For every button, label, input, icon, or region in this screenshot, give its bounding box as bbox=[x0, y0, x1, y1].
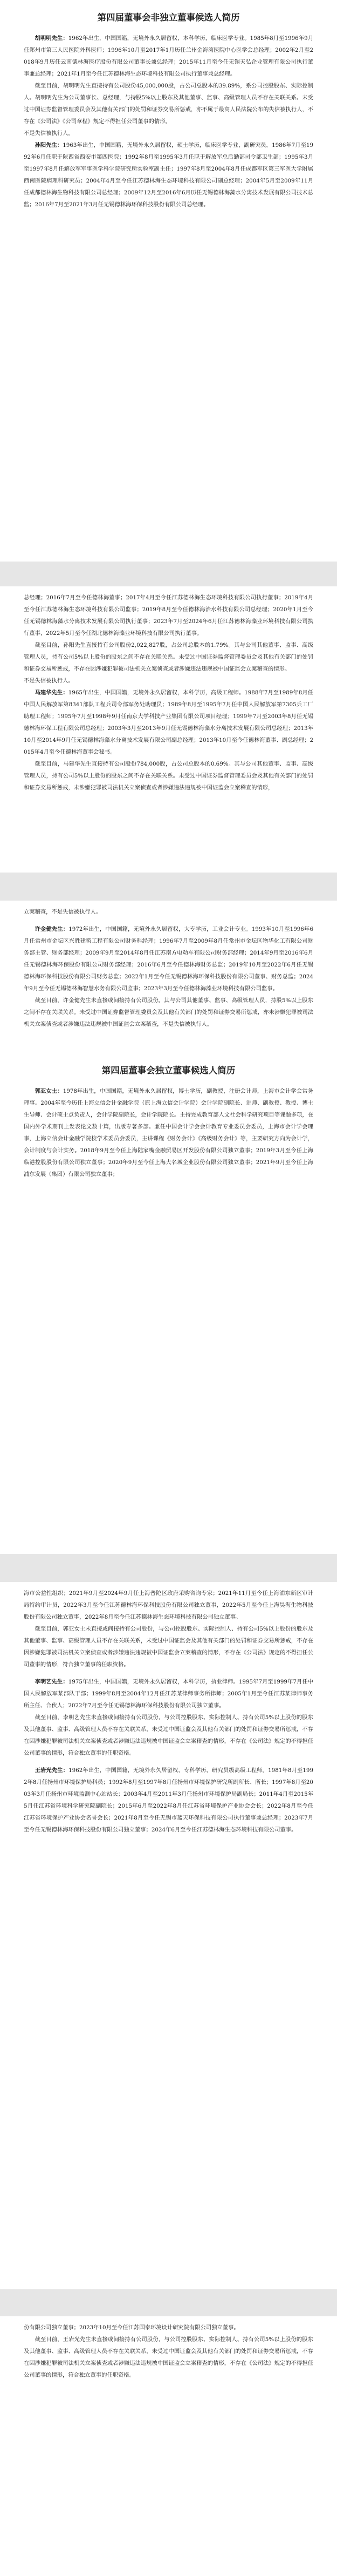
candidate-5-name: 郭亚女士： bbox=[35, 1088, 63, 1094]
document-page-3 bbox=[0, 901, 337, 1554]
candidate-1-bio-text: 1962年出生，中国国籍，无境外永久居留权，本科学历，临床医学专业。1985年8月至1996年9月任郑州市第三人民医院外科医师；1996年10月至2017年1月历任兰州金海湾医院中心医学会总经理；2002年2月至2018年9月历任云南德林海医疗股份有限公司董事长兼总经理；2015年11月至今任无锡天弘企业管理有限公司执行董事兼总经理；2021年1月至今任江苏德林海生态环境科技有限公司执行董事兼总经理。 bbox=[24, 35, 314, 77]
candidate-2-bio-continued: 总经理；2016年7月至今任德林海董事；2017年4月至今任江苏德林海生态环境科技有限公司执行董事；2019年4月至今任江苏德林海生态环境科技有限公司监事；2019年8月至今任德林海治水科技有限公司总经理；2020年1月至今任无锡德林海藻水分离技术发展有限公司执行董事；2023年7月至2024年6月任江苏德林海藻业环境科技有限公司执行董事，2022年5月至今任湖北德林海藻业环境科技有限公司执行董事。 bbox=[24, 594, 313, 637]
section-title-independent: 第四届董事会独立董事候选人简历 bbox=[101, 1065, 236, 1076]
candidate-7-name: 王岩光先生： bbox=[35, 1767, 69, 1774]
candidate-7-bio-continued: 份有限公司独立董事；2023年10月至今任江苏国泰环境设计研究院有限公司独立董事。 bbox=[24, 2324, 239, 2331]
candidate-4-name: 许金健先生： bbox=[35, 926, 69, 932]
candidate-2-disclaimer: 不是失信被执行人。 bbox=[24, 678, 74, 684]
candidate-5-stake: 截至目前，郭亚女士未直接或间接持有公司股份，与公司控股股东、实际控制人、持有公司5%以上股份的股东及其他董事、监事、高级管理人员不存在关联关系，未受过中国证监会及其他有关部门的处罚和证券交易所惩戒，不存在因涉嫌犯罪被司法机关立案侦查或者涉嫌违法违规被中国证监会立案稽查的情形，不存在《公司法》规定的不得担任公司董事的情形，符合独立董事的任职资格。 bbox=[24, 1626, 313, 1668]
candidate-2-bio bbox=[24, 139, 313, 211]
candidate-1-bio bbox=[24, 32, 313, 80]
candidate-7-bio bbox=[24, 1764, 313, 1836]
candidate-3-stake: 截至目前，马建华先生直接持有公司股份784,000股，占公司总股本的0.69%。其与公司其他董事、监事、高级管理人员，持有公司5%以上股份的股东之间不存在关联关系。未受过中国证券监督管理委员会及其他有关部门的处罚和证券交易所惩戒，未涉嫌犯罪被司法机关立案侦查或者涉嫌违法违规被中国证监会立案稽查的情形， bbox=[24, 761, 313, 791]
candidate-2-bio-text: 1963年出生，中国国籍，无境外永久居留权，硕士学历，临床医学专业，副研究员。1986年7月至1992年6月任职于陕西省西安市第四医院；1992年8月至1995年3月任职于解放军总后勤部司令部卫生部；1995年3月至1997年8月任解放军军事医学科学院研究所实验室副主任；1997年8月至2004年8月任成都军区第三军医大学附属西南医院病理科研究员；2004年4月至今任江苏德林海生态环境科技有限公司副总经理；2004年5月至2009年11月任成都德林海生物科技有限公司总经理；2009年12月至2016年6月历任无锡德林海藻水分离技术发展有限公司技术总监；2016年7月至2021年3月任无锡德林海环保科技股份有限公司总经理。 bbox=[24, 142, 313, 208]
candidate-4-bio-text: 1972年出生，中国国籍，无境外永久居留权，大专学历，工业会计专业。1993年10月至1996年6月任常州市金坛区兴胜建筑工程有限公司财务科经理；1996年7月至2009年8月任常州市金坛区物华化工有限公司财务部主管、财务部经理；2009年9月至2014年8月任江苏南方电动车有限公司财务部经理；2014年9月至2016年6月任无锡德林海环保股份有限公司财务部经理；2016年6月至今任德林海财务总监；2019年10月至2022年6月任无锡德林海环保科技股份有限公司财务总监；2022年1月至今任无锡德林海环保科技股份有限公司董事、财务总监；2024年9月至今任无锡德林海智慧水务有限公司监事；2023年3月至今任德林海藻业环境科技有限公司监事。 bbox=[24, 926, 313, 992]
document-page-5 bbox=[0, 2316, 337, 2576]
candidate-3-bio bbox=[24, 687, 313, 758]
candidate-7-bio-text: 1962年出生，中国国籍，无境外永久居留权，专科学历，研究员级高级工程师。1981年8月至1992年8月任扬州市环境保护局科员；1992年8月至1997年8月任扬州市环境保护研究所副所长、所长；1997年8月至2003年3月任扬州市环境监测中心站站长；2003年4月至2011年3月任扬州市环境保护局副局长；2011年4月至2015年5月任江苏省环境科学研究院副院长；2015年6月至2022年8月任江苏省环境保护产业协会会长；2022年8月至今任江苏省环境保护产业协会名誉会长；2021年8月至今任无锡市蓝天环保科技有限公司执行董事兼总经理；2023年7月至今任无锡德林海环保科技股份有限公司独立董事；2024年6月至今任江苏德林海生态环境科技有限公司董事。 bbox=[24, 1767, 313, 1833]
candidate-5-bio-continued: 海市公益性组织；2021年9月至2024年9月任上海普陀区政府采购咨询专家；2021年11月至今任上海浦东新区审计局特约审计员，2022年3月至今任江苏德林海环保科技股份有限公司独立董事，2022年5月至今任上海昊海生物科技股份有限公司独立董事，2022年8月至今任江苏德林海生态环境科技有限公司独立董事。 bbox=[24, 1590, 313, 1620]
candidate-2-stake: 截至目前，孙阳先生直接持有公司股份2,022,827股，占公司总股本的1.79%。其与公司其他董事、监事、高级管理人员，持有公司5%以上股份的股东之间不存在关联关系。未受过中国证券监督管理委员会及其他有关部门的处罚和证券交易所惩戒，不存在因涉嫌犯罪被司法机关立案侦查或者涉嫌违法违规被中国证监会立案稽查的情形。 bbox=[24, 642, 313, 672]
candidate-1-disclaimer: 不是失信被执行人。 bbox=[24, 130, 74, 137]
document-page-4 bbox=[0, 1582, 337, 2289]
candidate-6-name: 李明艺先生： bbox=[35, 1679, 68, 1685]
candidate-6-bio-text: 1975年出生，中国国籍，无境外永久居留权，本科学历，执业律师。1995年7月至1999年7月任中国人民解放军某部队干部；1999年8月至2004年12月任江苏某律师事务所律师；2005年1月至今任江苏某律师事务所主任、合伙人；2022年7月至今任无锡德林海环保科技股份有限公司独立董事。 bbox=[24, 1679, 314, 1709]
candidate-6-bio bbox=[24, 1676, 313, 1712]
candidate-3-stake-continued: 立案稽查，不是失信被执行人。 bbox=[24, 909, 102, 915]
candidate-4-stake: 截至目前，许金健先生未直接或间接持有公司股份。其与公司其他董事、监事、高级管理人员，持股5%以上股东之间不存在关联关系。未受过中国证券监督管理委员会及其他有关部门的处罚和证券交易所惩戒，亦未涉嫌犯罪被司法机关立案侦查或者涉嫌违法违规被中国证监会立案稽查，不是失信被执行人。 bbox=[24, 997, 313, 1027]
candidate-6-stake: 截至目前，李明艺先生未直接或间接持有公司股份，与公司控股股东、实际控制人、持有公司5%以上股份的股东及其他董事、监事、高级管理人员不存在关联关系，未受过中国证监会及其他有关部门的处罚和证券交易所惩戒，不存在因涉嫌犯罪被司法机关立案侦查或者涉嫌违法违规被中国证监会立案稽查的情形，不存在《公司法》规定的不得担任公司董事的情形，符合独立董事的任职资格。 bbox=[24, 1714, 313, 1756]
candidate-5-bio bbox=[24, 1085, 313, 1180]
candidate-1-name: 胡明明先生： bbox=[35, 35, 68, 42]
candidate-3-name: 马建华先生： bbox=[35, 689, 68, 696]
candidate-3-bio-text: 1965年出生，中国国籍，无境外永久居留权，本科学历，高级工程师。1988年7月至1989年8月任中国人民解放军第8341部队工程兵司令部军务处助理员；1989年8月至1995年7月任中国人民解放军第7305兵工厂助理工程师；1995年7月至1998年9月任南京大学科技产业集团有限公司项目经理；1999年7月至2003年8月任无锡德林海环保工程有限公司总经理；2003年3月至2013年9月任无锡德林海藻水分离技术发展有限公司总经理；2013年10月至2014年9月任无锡德林海藻水分离技术发展有限公司副总经理；2013年10月至今任德林海董事、副总经理；2015年4月至今任德林海董事会秘书。 bbox=[24, 689, 314, 755]
section-title-nonindependent: 第四届董事会非独立董事候选人简历 bbox=[97, 12, 240, 23]
document-page-2 bbox=[0, 586, 337, 873]
candidate-1-stake: 截至目前，胡明明先生直接持有公司股份45,000,000股，占公司总股本的39.89%，系公司控股股东、实际控制人。胡明明先生为公司董事长、总经理，与持股5%以上股东及其他董事、监事、高级管理人员不存在关联关系。未受过中国证券监督管理委员会及其他有关部门的处罚和证券交易所惩戒，亦不属于最高人民法院公布的失信被执行人，不存在《公司法》《公司章程》规定不得担任公司董事的情形。 bbox=[24, 83, 313, 125]
candidate-2-name: 孙阳先生： bbox=[35, 142, 63, 148]
candidate-5-bio-text: 1978年出生，中国国籍，无境外永久居留权，博士学历，副教授，注册会计师，上海市会计学会常务理事。2004年至今历任上海立信会计金融学院（原上海立信会计学院）会计学院副院长、讲师、副教授、教授、博士生导师、会计硕士点负责人，会计学院副院长，会计学院院长。主持完成教育部人文社会科学研究项目等课题多项，在国内外学术期刊上发表论文数十篇，出版专著多部。兼任中国会计学会会计教育专业委员会委员，上海市会计学会理事，上海立信会计金融学院校学术委员会委员，主讲课程《财务会计》《高级财务会计》等，主要研究方向为会计学，会计制度与会计实务。2018年9月至今任上海陆家嘴金融贸易区开发股份有限公司独立董事；2019年3月至今任上海临港控股股份有限公司独立董事；2020年9月至今任上海大名城企业股份有限公司独立董事；2021年9月至今任上海浦东发展（集团）有限公司独立董事； bbox=[24, 1088, 314, 1178]
candidate-4-bio bbox=[24, 923, 313, 995]
candidate-7-stake: 截至目前，王岩光先生未直接或间接持有公司股份，与公司控股股东、实际控制人、持有公司5%以上股份的股东及其他董事、监事、高级管理人员不存在关联关系，未受过中国证监会及其他有关部门的处罚和证券交易所惩戒，不存在因涉嫌犯罪被司法机关立案侦查或者涉嫌违法违规被中国证监会立案稽查的情形，不存在《公司法》规定的不得担任公司董事的情形，符合独立董事的任职资格。 bbox=[24, 2336, 313, 2378]
document-page-1 bbox=[0, 0, 337, 562]
